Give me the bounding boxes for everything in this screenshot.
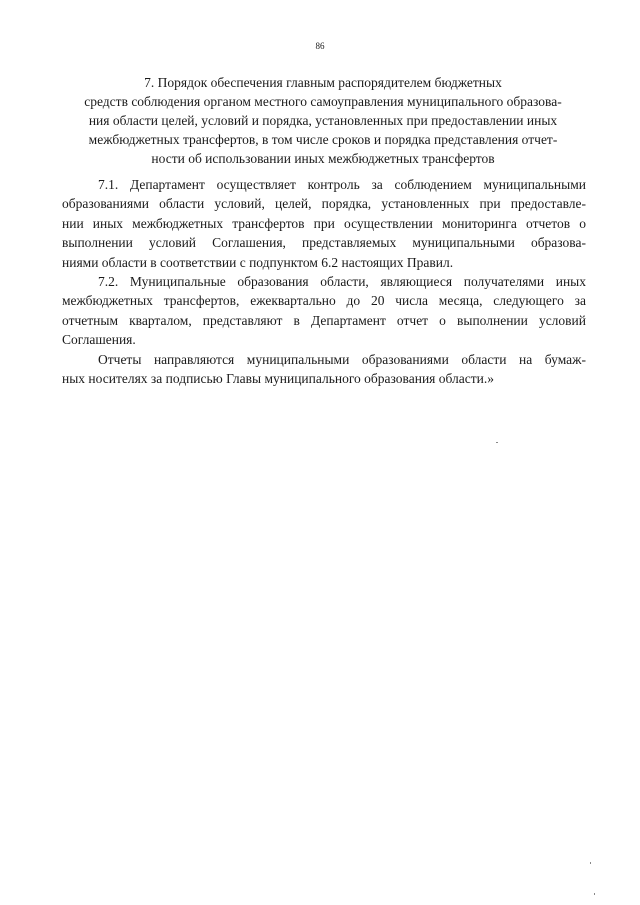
section-title-line: межбюджетных трансфертов, в том числе сроков и порядка представления отчет- [88, 132, 558, 147]
section-title-line: ности об использовании иных межбюджетных трансфертов [151, 151, 495, 166]
paragraph-line: 7.2. Муниципальные образования области, являющиеся получателями иных [98, 274, 586, 290]
paragraph-line: выполнении условий Соглашения, представляемых муниципальными образова- [62, 235, 586, 251]
scan-speck [594, 893, 595, 895]
paragraph-line: Соглашения. [62, 332, 136, 348]
paragraph-line: образованиями области условий, целей, порядка, установленных при предоставле- [62, 196, 586, 212]
scan-speck [496, 442, 498, 443]
paragraph-line: ниями области в соответствии с подпунктом 6.2 настоящих Правил. [62, 254, 454, 270]
section-title [60, 73, 586, 168]
section-title-line: средств соблюдения органом местного самоуправления муниципального образова- [84, 94, 562, 109]
section-title-line: 7. Порядок обеспечения главным распорядителем бюджетных [144, 75, 502, 90]
paragraph-line: межбюджетных трансфертов, ежеквартально до 20 числа месяца, следующего за [62, 293, 586, 309]
body-text [62, 175, 586, 388]
paragraph-line: нии иных межбюджетных трансфертов при осуществлении мониторинга отчетов о [62, 215, 586, 231]
paragraph-reports [62, 350, 586, 389]
section-title-line: ния области целей, условий и порядка, установленных при предоставлении иных [88, 113, 558, 128]
scan-speck [590, 862, 591, 864]
paragraph-7-2 [62, 272, 586, 350]
paragraph-line: 7.1. Департамент осуществляет контроль за соблюдением муниципальными [98, 177, 586, 192]
page-number: 86 [315, 41, 325, 51]
paragraph-line: Отчеты направляются муниципальными образованиями области на бумаж- [98, 351, 586, 367]
paragraph-line: отчетным кварталом, представляют в Департамент отчет о выполнении условий [62, 312, 586, 328]
paragraph-line: ных носителях за подписью Главы муниципального образования области.» [62, 371, 495, 387]
paragraph-7-1 [62, 175, 586, 272]
